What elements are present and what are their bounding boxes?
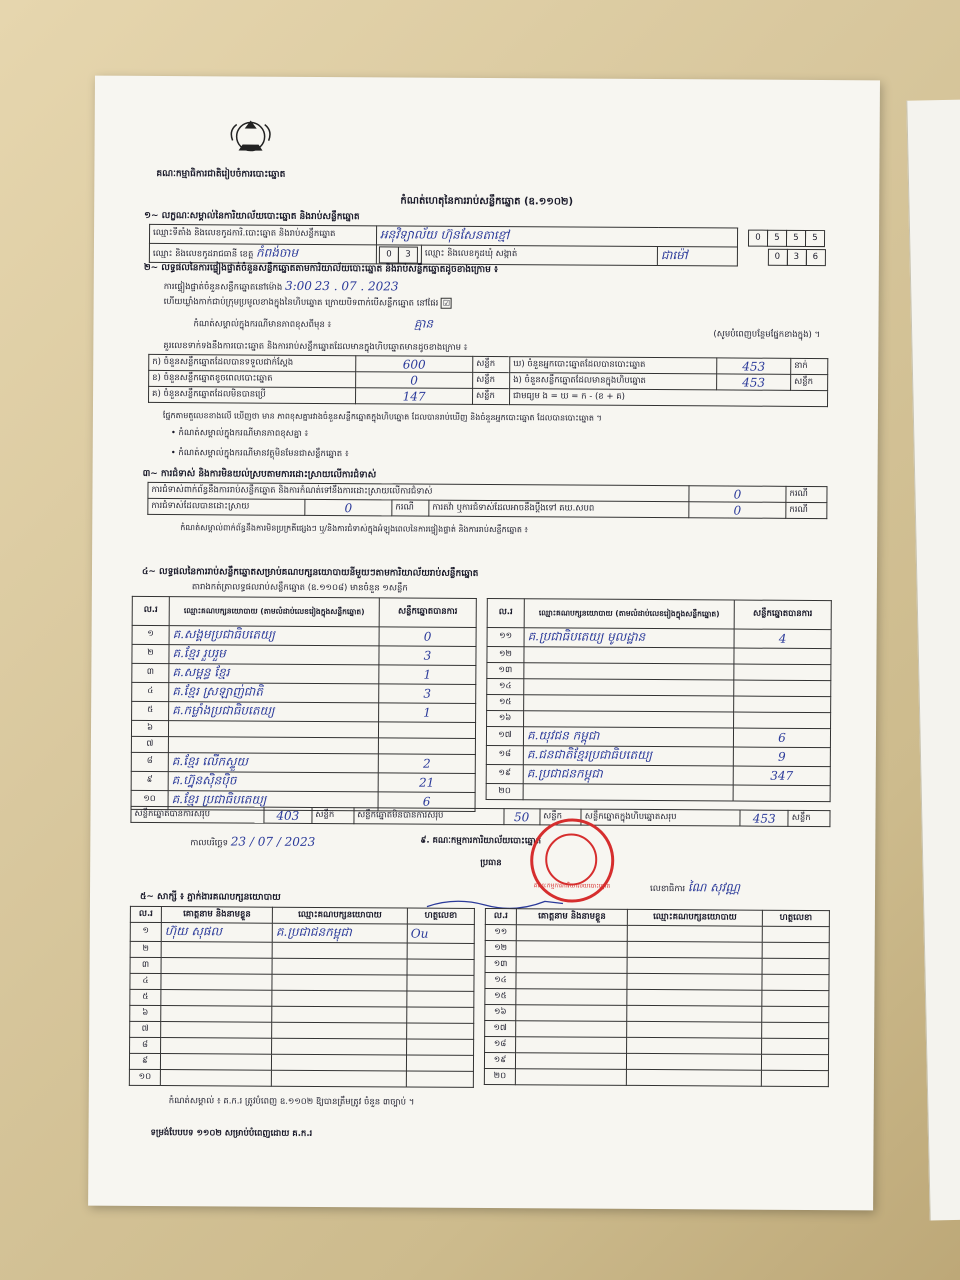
result-party [524,695,734,712]
col-party: ឈ្មោះគណបក្សនយោបាយ [627,909,762,926]
result-party [523,765,733,785]
result-votes-value: 0 [423,629,432,644]
witness-name [516,973,627,990]
result-party [524,647,734,664]
figure-a-value: 600 [356,356,473,373]
col-sign: ហត្ថលេខា [407,908,474,924]
result-votes-value: 6 [778,730,786,745]
province-label: ឈ្មោះ និងលេខកូដរាជធានី ខេត្ត កំពង់ចាម [149,243,376,263]
box-seal-line: ហើយឃ្លាំងកាក់ជាប់ក្រុមប្រមូលខាងក្នុងនៃហិបឆ្នោត ក្រោយបិទពាក់បើសន្លឹកឆ្នោត នៅផែរ ☑ [163,297,451,309]
complaint-row-3-label: ការតវ៉ា ឬការជំទាស់ដែលអាចនឹងប្តឹងទៅ គឃ.សបព [429,500,689,518]
witness-no: ៣ [130,957,161,973]
national-emblem-icon [224,116,276,160]
witness-sign-text: Ou [410,926,429,941]
result-party [523,727,733,747]
bullet-difference: • កំណត់សម្គាល់ក្នុងករណីមានភាពខុសគ្នា ៖ [170,428,309,439]
result-votes [733,747,830,767]
result-party [169,626,379,646]
result-party [168,737,378,754]
section-4-sub: តារាងកត់ត្រាលទ្ធផលរាប់សន្លឹកឆ្នោត (ឧ.១១០៨) មានចំនួន ១សន្លឹក [191,582,408,594]
figure-e-label: ង) ចំនួនសន្លឹកឆ្នោតដែលមានក្នុងហិបឆ្នោត [510,373,717,390]
witness-name [516,1037,627,1054]
result-votes-value: 3 [423,648,432,663]
complaint-row-1-unit: ករណី [786,486,827,502]
witness-name [161,1038,272,1055]
witness-name [161,1006,272,1023]
result-party-name: គ.ប្រជាធិបតេយ្យ មូលដ្ឋាន [527,629,646,644]
witness-table-right [484,908,830,1087]
result-no: ១៩ [486,765,523,784]
committee-label: ៩. គណៈកម្មការការិយាល័យបោះឆ្នោត [420,835,542,847]
witness-party [272,942,407,959]
result-row [132,701,476,722]
result-party-name: គ.ជនជាតិខ្មែរប្រជាធិបតេយ្យ [526,747,653,763]
official-stamp: គណៈកម្មការការិយាល័យបោះឆ្នោត [530,818,615,903]
witness-name [516,941,627,958]
witness-party [627,989,762,1006]
result-votes [734,712,831,729]
witness-name [161,1022,272,1039]
result-votes [734,696,831,713]
witness-no: ២ [130,941,161,957]
witness-party [626,1069,761,1086]
witness-name [161,974,272,991]
result-no: ៨ [131,752,168,771]
difference-check-line: ផ្នែកតាមតួលេខខាងលើ ឃើញថា មាន ភាពខុសគ្នារវាងចំនួនសន្លឹកឆ្នោតក្នុងហិបឆ្នោត ដែលបានរាប់ឃើញ និងចំនួនអ្នកបោះឆ្នោត ដែលបានបោះឆ្នោត ។ [162,411,602,423]
result-party [168,721,378,738]
secretary-line: លេខាធិការ ណៃ សុវណ្ណ [650,880,741,895]
result-party [168,772,378,792]
result-votes-value: 6 [422,794,431,809]
results-table-right [486,598,832,802]
figure-e-value: 453 [717,374,791,390]
col-votes: សន្លឹកឆ្នោតបានការ [379,598,476,628]
witness-party [272,974,407,991]
figure-b-value: 0 [356,372,473,389]
witness-party [627,941,762,958]
result-party [169,664,379,684]
witness-signature [762,958,829,974]
result-row [132,663,476,684]
figure-a-unit: សន្លឹក [473,356,510,372]
result-row [132,644,476,665]
witness-name [516,925,627,942]
col-name: គោត្តនាម និងនាមខ្លួន [161,907,272,924]
result-party [524,628,734,648]
witness-signature [407,991,474,1007]
result-no: ១១ [487,628,524,647]
figures-intro: គួរលេខទាក់ទងនឹងការបោះឆ្នោត និងការរាប់សន្លឹកឆ្នោតដែលមានក្នុងហិបឆ្នោតមានដូចខាងក្រោម ៖ [163,341,468,353]
witness-name [161,958,272,975]
result-votes [734,629,831,649]
complaint-row-2-label: ការជំទាស់ដែលបានដោះស្រាយ [148,498,305,515]
result-votes [733,766,830,786]
complaint-row-3-unit: ករណី [786,502,827,518]
witness-name [161,942,272,959]
result-row [132,625,476,646]
figure-formula: ជាមធ្យម ង = ឃ = ក - (ខ + គ) [510,389,828,407]
col-no: ល.រ [132,596,169,625]
col-sign: ហត្ថលេខា [762,910,829,926]
station-value: អនុវិទ្យាល័យ ហ៊ុនសែនតាខ្មៅ [376,226,737,247]
result-party [169,683,379,703]
ballot-figures-table [148,354,828,407]
results-table-left [131,596,477,812]
result-votes-value: 3 [423,686,432,701]
result-votes-value: 347 [770,768,794,783]
witness-party-text: គ.ប្រជាជនកម្ពុជា [275,924,352,940]
total-invalid-unit: សន្លឹក [540,809,582,825]
result-party-name: គ.ខ្មែរ ប្រជាធិបតេយ្យ [171,792,267,807]
difference-note-line: កំណត់សម្គាល់ក្នុងករណីមានភាពខុសពីមុន ៖ គ្មាន [193,316,434,331]
result-votes [379,665,476,685]
witness-party [627,1053,762,1070]
total-valid-unit: សន្លឹក [312,807,354,823]
witness-signature [762,1022,829,1038]
result-no: ៥ [132,701,169,720]
result-votes [379,646,476,666]
figure-d-unit: នាក់ [791,358,828,374]
witness-row [484,1068,828,1086]
commune-label: ឈ្មោះ និងលេខកូដឃុំ សង្កាត់ [421,245,657,265]
figure-d-value: 453 [717,358,791,374]
witness-signature [762,1006,829,1022]
witness-name [515,1069,626,1086]
result-party [524,711,734,728]
complaint-row-1-label: ការជំទាស់ពាក់ព័ន្ធនឹងការរាប់សន្លឹកឆ្នោត និងការកំណត់ទៅនឹងការដោះស្រាយលើការជំទាស់ [148,482,689,501]
section-4-heading: ៤~ លទ្ធផលនៃការរាប់សន្លឹកឆ្នោតសម្រាប់គណបក្សនយោបាយនីមួយៗតាមការិយាល័យរាប់សន្លឹកឆ្នោត [141,566,479,579]
witness-signature [406,1055,473,1071]
witness-no: ៦ [130,1005,161,1021]
organization-name: គណៈកម្មាធិការជាតិរៀបចំការបោះឆ្នោត [156,168,286,180]
witness-party [272,1022,407,1039]
result-no: ១៨ [486,746,523,765]
station-table [149,224,829,267]
witness-name [516,957,627,974]
total-box-unit: សន្លឹក [788,810,830,826]
witness-no: ១៤ [485,973,516,989]
result-party [169,702,379,722]
witness-table-left [129,906,475,1088]
figure-b-unit: សន្លឹក [473,372,510,388]
result-votes [734,648,831,665]
result-no: ៩ [131,771,168,790]
complaints-table [147,482,827,519]
result-no: ៤ [132,682,169,701]
witness-party [272,1038,407,1055]
result-party-name: គ.ខ្មែរ ស្រឡាញ់ជាតិ [172,684,263,699]
col-no: ល.រ [130,906,161,922]
result-no: ១៥ [487,695,524,711]
result-row [486,727,830,748]
result-row [131,752,475,773]
figure-d-label: ឃ) ចំនួនអ្នកបោះឆ្នោតដែលបានបោះឆ្នោត [510,357,717,374]
station-code: 0 5 5 5 [737,228,828,248]
result-no: ៣ [132,663,169,682]
complaint-row-1-value: 0 [689,486,786,503]
witness-signature [762,990,829,1006]
result-party [524,679,734,696]
result-votes-value: 9 [777,749,786,764]
footer-line: ទម្រង់បែបបទ ១១០២ សម្រាប់បំពេញដោយ គ.ក.រ [150,1127,313,1139]
witness-no: ១៦ [485,1005,516,1021]
witness-signature [762,926,829,942]
result-party [523,746,733,766]
witness-signature [407,975,474,991]
complaint-row-3-value: 0 [689,502,786,519]
result-votes [733,728,830,748]
witness-no: ៤ [130,973,161,989]
witness-no: ៩ [129,1053,160,1069]
result-no: ២ [132,644,169,663]
result-party-name: គ.សម្ពន្ធ ខ្មែរ [172,665,230,680]
witness-signature [762,974,829,990]
witness-name [161,923,272,943]
result-votes-value: 2 [422,756,431,771]
result-party-name: គ.យុវជន កម្ពុជា [526,728,600,743]
result-row [486,765,830,786]
witness-no: ១៩ [484,1053,515,1069]
witness-no: ១០ [129,1069,160,1085]
figure-b-label: ខ) ចំនួនសន្លឹកឆ្នោតខូចពេលបោះឆ្នោត [149,370,356,387]
result-no: ១៤ [487,679,524,695]
result-row [486,746,830,767]
witness-signature [406,1071,473,1087]
col-party: ឈ្មោះគណបក្សនយោបាយ (តាមលំដាប់លេខរៀងក្នុងសន្លឹកឆ្នោត) [524,599,734,629]
totals-row [130,806,830,827]
witness-name [516,989,627,1006]
col-no: ល.រ [487,599,524,628]
signing-date: កាលបរិច្ឆេទ 23 / 07 / 2023 [190,834,316,849]
complaint-row-2-unit: ករណី [392,500,429,516]
bullet-foreign-object: • កំណត់សម្គាល់ក្នុងករណីមានវត្ថុមិនមែនជាសន្លឹកឆ្នោត ៖ [170,448,349,460]
chair-label: ប្រធាន [480,857,502,869]
result-no: ៧ [131,736,168,752]
figure-c-unit: សន្លឹក [473,388,510,404]
result-party-name: គ.កម្លាំងប្រជាធិបតេយ្យ [172,703,275,718]
result-no: ១ [132,625,169,644]
col-no: ល.រ [485,909,516,925]
figure-c-label: គ) ចំនួនសន្លឹកឆ្នោតដែលមិនបានប្រើ [149,386,356,403]
witness-party [627,957,762,974]
section-3-heading: ៣~ ការជំទាស់ និងការមិនយល់ស្របតាមការដោះស្រាយលើការជំទាស់ [142,468,377,481]
result-votes-value: 4 [778,631,787,646]
figure-a-label: ក) ចំនួនសន្លឹកឆ្នោតដែលបានទទួលជាក់ស្តែង [149,354,356,371]
result-votes [733,785,830,802]
total-valid-label: សន្លឹកឆ្នោតបានការសរុប [131,806,264,823]
result-votes [378,754,475,774]
witness-no: ១៨ [485,1037,516,1053]
witness-party [271,1070,406,1087]
result-row [487,628,831,649]
witness-name-text: ហ៊ុយ សុផល [164,924,222,939]
result-votes-value: 1 [423,667,432,682]
witness-no: ១៧ [485,1021,516,1037]
station-label: ឈ្មោះទីតាំង និងលេខកូដការិ.បោះឆ្នោត និងរាប់សន្លឹកឆ្នោត [149,224,376,244]
witness-row [130,922,474,943]
witness-no: ១៣ [485,957,516,973]
witness-signature [761,1070,828,1086]
result-no: ៦ [131,720,168,736]
figure-c-value: 147 [356,388,473,405]
col-party: ឈ្មោះគណបក្សនយោបាយ (តាមលំដាប់លេខរៀងក្នុងសន្លឹកឆ្នោត) [169,597,379,627]
witness-name [516,1021,627,1038]
result-votes [378,738,475,755]
col-party: ឈ្មោះគណបក្សនយោបាយ [272,907,407,924]
total-invalid-value: 50 [504,809,540,825]
witness-no: ៥ [130,989,161,1005]
commune-value: ជាម៉ៅ [657,247,737,266]
witness-no: ៨ [130,1037,161,1053]
section-1-heading: ១~ លក្ខណៈសម្គាល់នៃការិយាល័យបោះឆ្នោត និងរាប់សន្លឹកឆ្នោត [144,210,360,223]
section-2-heading: ២~ លទ្ធផលនៃការផ្ទៀងផ្ទាត់ចំនួនសន្លឹកឆ្នោតតាមការិយាល័យបោះឆ្នោត និងរាប់សន្លឹកឆ្នោតដូចខាងក្រោម ៖ [143,262,498,276]
result-party-name: គ.ខ្មែរ លើកស្ទួយ [171,754,249,769]
result-no: ១៧ [486,727,523,746]
witness-signature [761,1054,828,1070]
witness-name [160,1070,271,1087]
witness-name [160,1054,271,1071]
col-votes: សន្លឹកឆ្នោតបានការ [734,600,831,630]
figure-e-unit: សន្លឹក [791,374,828,390]
total-invalid-label: សន្លឹកឆ្នោតមិនបានការសរុប [354,808,504,825]
witness-party [627,973,762,990]
witness-signature [407,959,474,975]
result-no: ១២ [487,647,524,663]
witness-party [627,1021,762,1038]
document-title: កំណត់ហេតុនៃការរាប់សន្លឹកឆ្នោត (ឧ.១១០២) [400,195,574,208]
result-party-name: គ.ខ្មែរ រួបរួម [172,646,226,661]
result-no: ១៦ [487,711,524,727]
result-no: ២០ [486,784,523,800]
result-votes [378,773,475,793]
complaint-row-2-value: 0 [305,499,392,516]
result-no: ១៣ [487,663,524,679]
result-party [524,663,734,680]
witness-no: ១ [130,922,161,941]
witness-signature [407,1023,474,1039]
witness-no: ១២ [485,941,516,957]
witness-no: ៧ [130,1021,161,1037]
result-row [132,682,476,703]
total-box-value: 453 [740,810,788,826]
witness-no: ១១ [485,925,516,941]
witness-party [627,1005,762,1022]
result-party-name: គ.សង្គមប្រជាធិបតេយ្យ [172,627,276,642]
result-row [486,784,830,802]
witness-signature [407,1007,474,1023]
witness-party [272,958,407,975]
result-votes [378,722,475,739]
witness-signature [407,1039,474,1055]
witness-party [627,925,762,942]
fill-hint-1: (សូមបំពេញបន្ថែមផ្នែកខាងក្នុង) ។ [713,329,821,341]
result-party [169,645,379,665]
witness-party [627,1037,762,1054]
col-name: គោត្តនាម និងនាមខ្លួន [516,909,627,926]
witness-signature [762,1038,829,1054]
witness-signature [407,924,474,943]
footer-note: កំណត់សម្គាល់ ៖ គ.ក.រ ត្រូវបំពេញ ឧ.១១០២ ឱ្យបានត្រឹមត្រូវ ចំនួន ៣ច្បាប់ ។ [168,1096,415,1108]
witness-name [516,1005,627,1022]
irregularity-note: កំណត់សម្គាល់ពាក់ព័ន្ធនឹងការមិនប្រក្រតីផ្សេងៗ ឬ/និងការជំទាស់ក្នុងអំឡុងពេលនៃការផ្ទៀងផ្ទាត់ និងការរាប់សន្លឹកឆ្នោត ៖ [180,523,529,535]
result-votes [734,680,831,697]
witness-no: ១៥ [485,989,516,1005]
result-row [131,771,475,792]
commune-code: 0 3 6 [737,247,828,267]
result-party-name: គ.ហ្វ៊ុនស៊ិនប៉ិច [171,773,237,788]
witness-party [272,1054,407,1071]
result-party-name: គ.ប្រជាជនកម្ពុជា [526,766,603,781]
result-party [168,753,378,773]
result-votes [379,684,476,704]
province-code: 0 3 [376,245,421,264]
document-page [88,76,880,1211]
result-votes-value: 21 [419,775,435,790]
verification-time-line: ការផ្ទៀងផ្ទាត់ចំនួនសន្លឹកឆ្នោតនៅម៉ោង 3:00 23 . 07 . 2023 [163,278,399,294]
witness-party [272,1006,407,1023]
witness-name [161,990,272,1007]
witness-row [129,1069,473,1087]
witness-no: ២០ [484,1068,515,1084]
section-5-heading: ៥~ សាក្សី ៖ ភ្នាក់ងារគណបក្សនយោបាយ [139,891,281,903]
result-votes [734,664,831,681]
result-votes [379,703,476,723]
result-no: ១០ [131,790,168,809]
result-votes-value: 1 [423,705,431,720]
total-valid-value: 403 [264,807,312,823]
witness-name [515,1053,626,1070]
witness-party [272,923,407,943]
result-votes [379,627,476,647]
result-party [523,784,733,801]
total-box-label: សន្លឹកឆ្នោតក្នុងហិបឆ្នោតសរុប [581,809,740,826]
witness-signature [762,942,829,958]
witness-signature [407,943,474,959]
witness-party [272,990,407,1007]
